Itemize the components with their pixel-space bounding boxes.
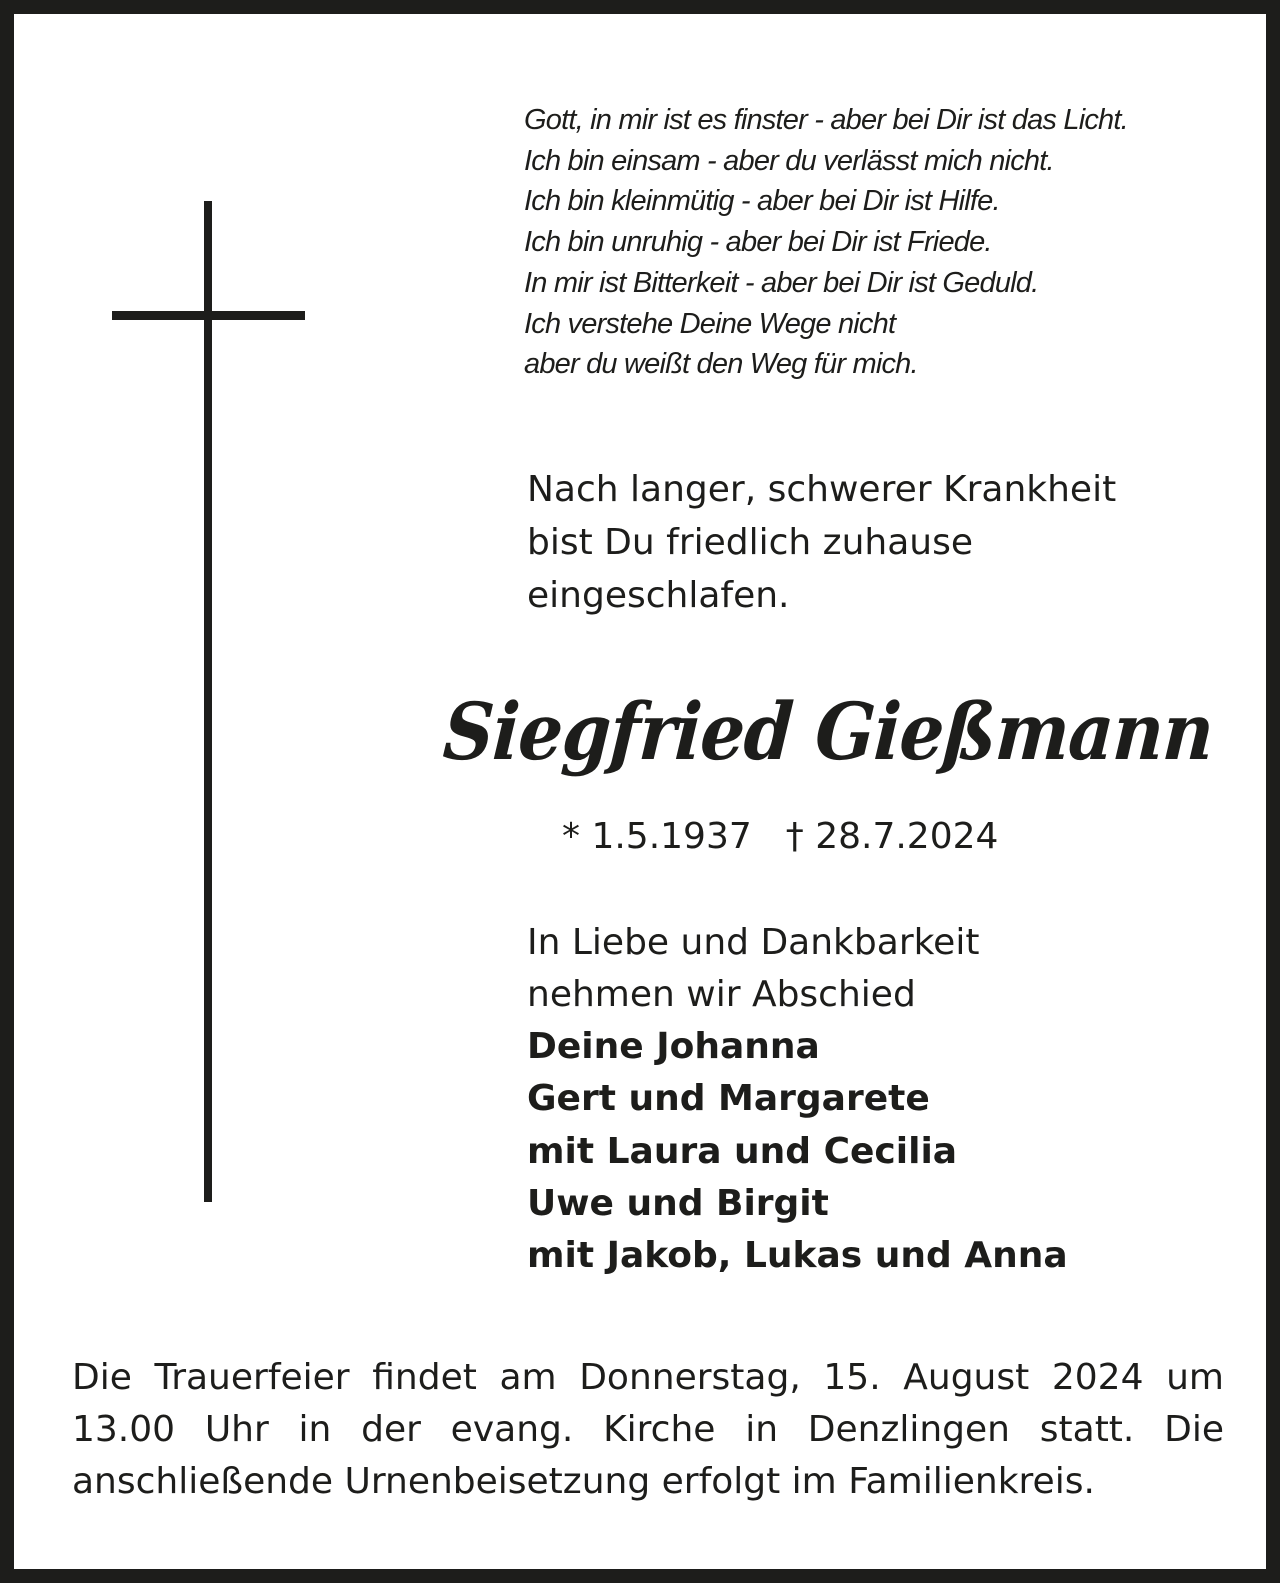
poem-line: Ich bin kleinmütig - aber bei Dir ist Hilfe. xyxy=(524,185,1000,218)
mourner: mit Jakob, Lukas und Anna xyxy=(527,1235,1068,1277)
mourners-list xyxy=(527,1021,1068,1282)
life-dates xyxy=(562,814,998,860)
poem-line: aber du weißt den Weg für mich. xyxy=(524,348,918,381)
intro-line: Nach langer, schwerer Krankheit xyxy=(527,469,1117,510)
mourner: Uwe und Birgit xyxy=(527,1182,829,1224)
service-notice: Die Trauerfeier findet am Donnerstag, 15. August 2024 um 13.00 Uhr in der evang. Kirche in Denzlingen statt. Die anschließende Urnenbeisetzung erfolgt im Familienkreis. xyxy=(72,1357,1224,1502)
cross-icon-bar xyxy=(112,311,305,320)
farewell-text xyxy=(527,917,979,1022)
poem xyxy=(524,100,1128,385)
farewell-line: In Liebe und Dankbarkeit xyxy=(527,922,980,963)
birth-date: * 1.5.1937 xyxy=(562,816,752,857)
mourner: Gert und Margarete xyxy=(527,1078,930,1120)
poem-line: Gott, in mir ist es finster - aber bei Dir ist das Licht. xyxy=(524,104,1128,136)
intro-text xyxy=(527,463,1116,622)
mourner: Deine Johanna xyxy=(527,1026,820,1067)
poem-line: Ich bin unruhig - aber bei Dir ist Friede. xyxy=(524,226,992,259)
deceased-name: Siegfried Gießmann xyxy=(440,684,1216,778)
poem-line: Ich bin einsam - aber du verlässt mich nicht. xyxy=(524,144,1054,177)
farewell-line: nehmen wir Abschied xyxy=(527,974,916,1016)
mourner: mit Laura und Cecilia xyxy=(527,1130,958,1172)
poem-line: In mir ist Bitterkeit - aber bei Dir ist Geduld. xyxy=(524,266,1039,299)
intro-line: eingeschlafen. xyxy=(527,575,790,616)
death-date: † 28.7.2024 xyxy=(785,816,999,857)
poem-line: Ich verstehe Deine Wege nicht xyxy=(524,307,896,340)
intro-line: bist Du friedlich zuhause xyxy=(527,522,973,563)
cross-icon xyxy=(204,201,212,1202)
